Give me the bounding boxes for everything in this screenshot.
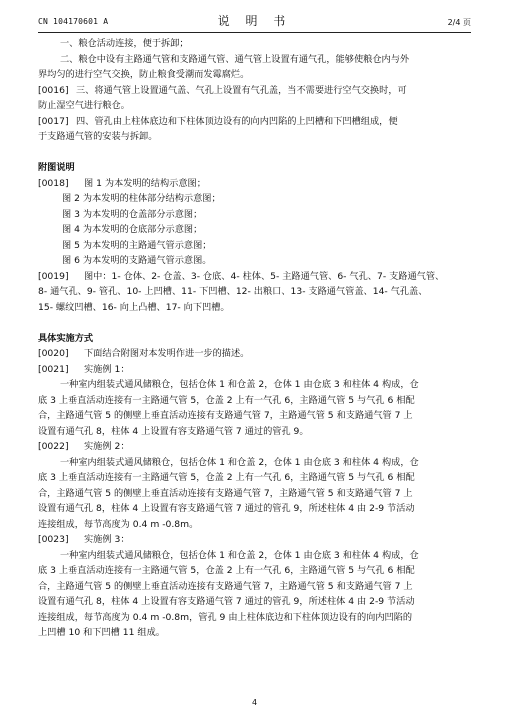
document-body (38, 36, 471, 641)
paragraph-0017 (38, 114, 471, 130)
page-header (38, 12, 471, 33)
text-line: 图 4 为本发明的仓底部分示意图； (62, 224, 203, 235)
text-line: 四、管孔由上柱体底边和下柱体顶边设有的向内凹陷的上凹槽和下凹槽组成，便 (76, 115, 398, 127)
text-line: 底 3 上垂直活动连接有一主路通气管 5，仓盖 2 上有一气孔 6，主路通气管 5 与气孔 6 相配 (38, 472, 415, 483)
text-line: 底 3 上垂直活动连接有一主路通气管 5，仓盖 2 上有一气孔 6，主路通气管 5 与气孔 6 相配 (38, 565, 415, 576)
text-line: 一种室内组装式通风储粮仓，包括仓体 1 和仓盖 2，仓体 1 由仓底 3 和柱体 4 构成，仓 (60, 456, 419, 468)
text-line: 设置有通气孔 8，柱体 4 上设置有容支路通气管 7 通过的管孔 9。 (38, 425, 309, 437)
text-line: 三、将通气管上设置通气盖、气孔上设置有气孔盖，当不需要进行空气交换时，可 (76, 84, 407, 96)
text-line: 下面结合附图对本发明作进一步的描述。 (84, 348, 250, 359)
paragraph-0016 (38, 83, 471, 99)
paragraph-number: [0020] (38, 348, 69, 359)
text-line: 实施例 1： (84, 363, 130, 375)
text-line: 防止湿空气进行粮仓。 (38, 100, 130, 111)
text-line: 图 6 为本发明的支路通气管示意图。 (62, 255, 212, 266)
text-line: 设置有通气孔 8，柱体 4 上设置有容支路通气管 7 通过的管孔 9，所述柱体 4 由 2-9 节活动 (38, 596, 415, 607)
text-line: 合，主路通气管 5 的侧壁上垂直活动连接有支路通气管 7，主路通气管 5 和支路通气管 7 上 (38, 410, 413, 421)
text-line: 8- 通气孔、9- 管孔、10- 上凹槽、11- 下凹槽、12- 出粮口、13- 支路通气管盖、14- 气孔盖、 (38, 286, 428, 297)
paragraph-0018 (38, 176, 471, 192)
paragraph-number: [0016] (38, 84, 69, 96)
text-line: 底 3 上垂直活动连接有一主路通气管 5，仓盖 2 上有一气孔 6，主路通气管 5 与气孔 6 相配 (38, 394, 415, 406)
text-line: 界均匀的进行空气交换，防止粮食受潮而发霉腐烂。 (38, 69, 250, 80)
text-line: 图 3 为本发明的仓盖部分示意图； (62, 208, 203, 220)
paragraph-0023 (38, 532, 471, 548)
text-line: 合，主路通气管 5 的侧壁上垂直活动连接有支路通气管 7，主路通气管 5 和支路通气管 7 上 (38, 487, 413, 499)
text-line: 一种室内组装式通风储粮仓，包括仓体 1 和仓盖 2，仓体 1 由仓底 3 和柱体 4 构成，仓 (60, 549, 419, 561)
text-line: 连接组成，每节高度为 0.4 m -0.8m。 (38, 518, 199, 530)
text-line: 合，主路通气管 5 的侧壁上垂直活动连接有支路通气管 7，主路通气管 5 和支路通气管 7 上 (38, 580, 413, 592)
paragraph-0021 (38, 362, 471, 378)
paragraph-0022 (38, 439, 471, 455)
text-line: 图 5 为本发明的主路通气管示意图； (62, 239, 212, 251)
paragraph-number: [0017] (38, 115, 69, 127)
text-line: 二、粮仓中设有主路通气管和支路通气管、通气管上设置有通气孔，能够使粮仓内与外 (60, 53, 410, 65)
page-number: 4 (251, 698, 258, 707)
text-line: 图 2 为本发明的柱体部分结构示意图； (62, 193, 221, 204)
text-line: 实施例 2： (84, 441, 130, 452)
paragraph-number: [0022] (38, 441, 69, 452)
text-line: 一、粮仓活动连接，便于拆卸； (60, 38, 189, 49)
text-line: 上凹槽 10 和下凹槽 11 组成。 (38, 627, 165, 638)
text-line: 一种室内组装式通风储粮仓，包括仓体 1 和仓盖 2，仓体 1 由仓底 3 和柱体 4 构成，仓 (60, 379, 419, 390)
paragraph-number: [0023] (38, 534, 69, 545)
patent-number: CN 104170601 A (38, 17, 109, 26)
section-heading: 附图说明 (38, 162, 75, 173)
section-heading: 具体实施方式 (38, 332, 94, 344)
paragraph-number: [0019] (38, 270, 69, 282)
text-line: 图中：1- 仓体、2- 仓盖、3- 仓底、4- 柱体、5- 主路通气管、6- 气孔、7- 支路通气管、 (84, 270, 445, 282)
text-line: 15- 螺纹凹槽、16- 向上凸槽、17- 向下凹槽。 (38, 301, 230, 313)
text-line: 图 1 为本发明的结构示意图； (84, 177, 206, 189)
paragraph-0019 (38, 269, 471, 285)
paragraph-number: [0018] (38, 177, 69, 189)
paragraph-0020 (38, 346, 471, 362)
text-line: 于支路通气管的安装与拆卸。 (38, 131, 158, 142)
document-title: 说 明 书 (217, 14, 292, 28)
text-line: 设置有通气孔 8，柱体 4 上设置有容支路通气管 7 通过的管孔 9，所述柱体 4 由 2-9 节活动 (38, 503, 415, 514)
paragraph-number: [0021] (38, 363, 69, 375)
text-line: 实施例 3： (84, 534, 130, 545)
page-of-total: 2/4 页 (447, 18, 471, 27)
text-line: 连接组成，每节高度为 0.4 m -0.8m，管孔 9 由上柱体底边和下柱体顶边设有的向内凹陷的 (38, 611, 413, 623)
